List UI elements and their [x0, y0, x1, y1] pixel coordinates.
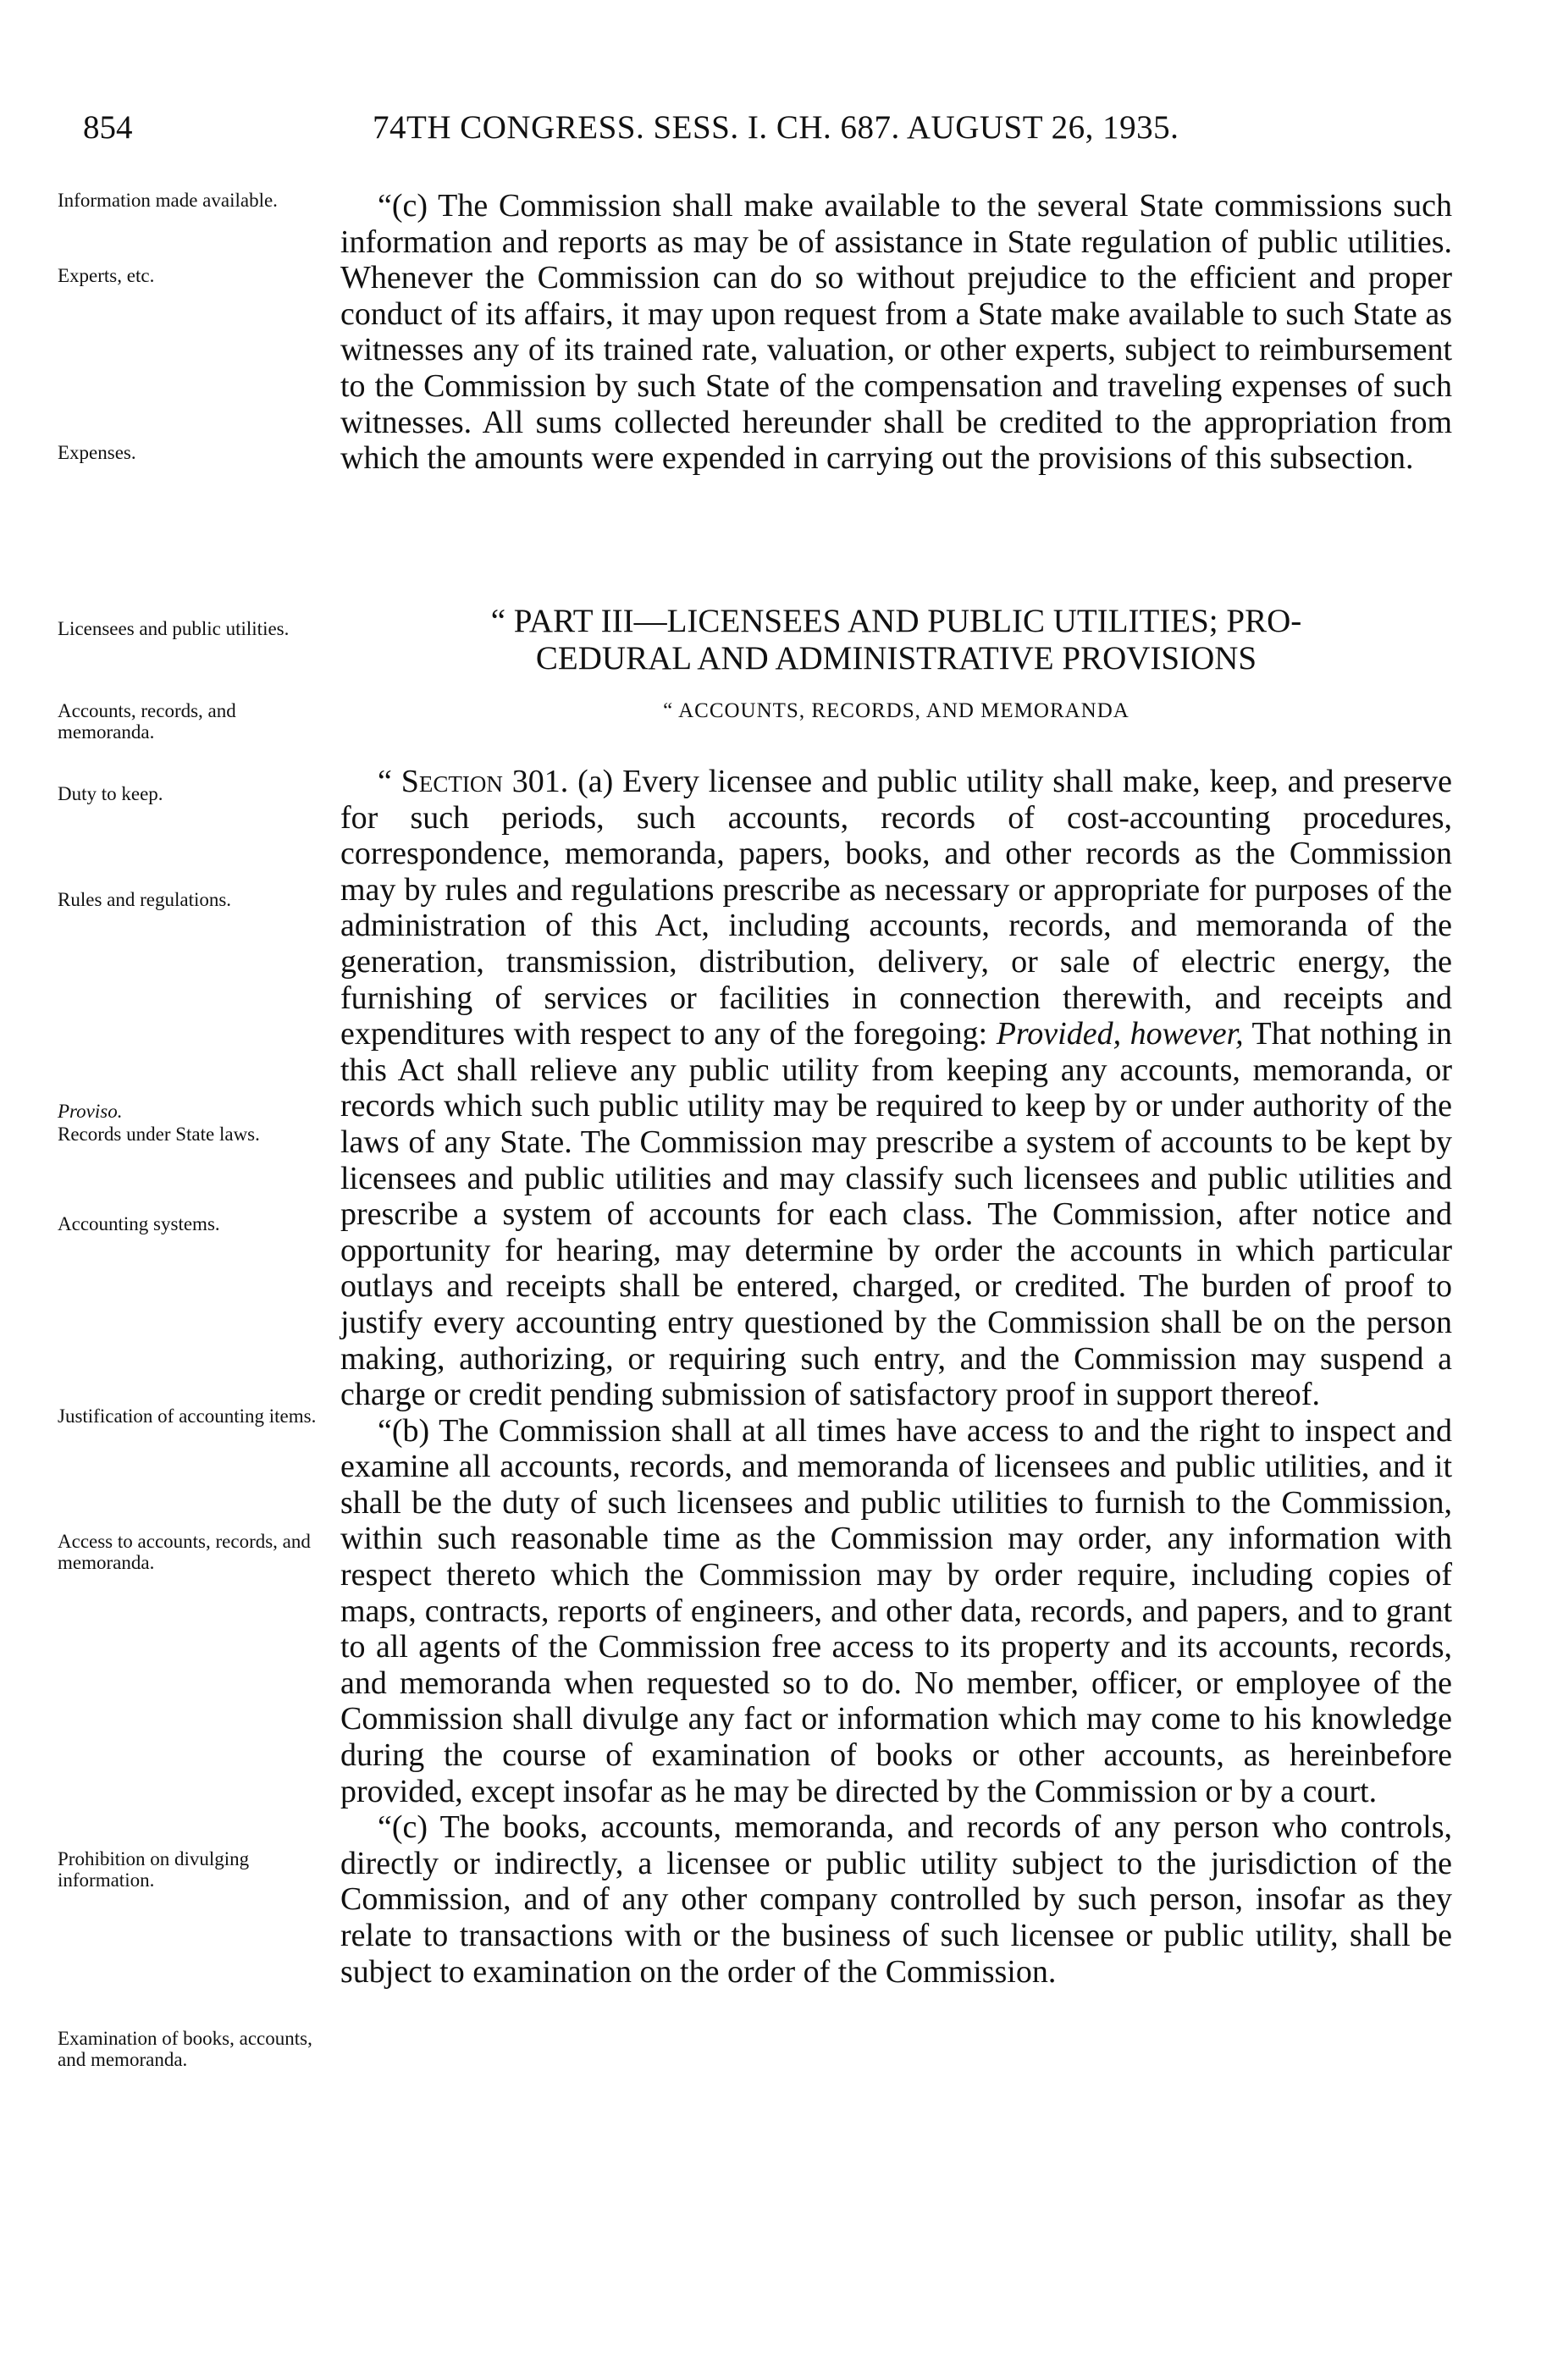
page-header	[0, 108, 1541, 151]
paragraph-c-examination: “(c) The books, accounts, memoranda, and records of any person who controls, directly or indirectly, a licensee or public utility subject to the jurisdiction of the Commission, and of any other company controlled by such person, insofar as they relate to transactions with or the business of such licensee or public utility, shall be subject to examination on the order of the Commission.	[340, 1809, 1452, 1990]
paragraph-c-information: “(c) The Commission shall make available to the several State commissions such information and reports as may be of assistance in State regulation of public utilities. Whenever the Commission can do so without prejudice to the efficient and proper conduct of its affairs, it may upon request from a State make available to such State as witnesses any of its trained rate, valuation, or other experts, subject to reimbursement to the Commission by such State of the compensation and traveling expenses of such witnesses. All sums collected hereunder shall be credited to the appropriation from which the amounts were expended in carrying out the provisions of this subsection.	[340, 188, 1452, 477]
margin-note: Experts, etc.	[58, 265, 155, 286]
running-head: 74TH CONGRESS. SESS. I. CH. 687. AUGUST 26, 1935.	[373, 109, 1179, 146]
page-number: 854	[83, 109, 133, 146]
margin-note: Examination of books, accounts, and memoranda.	[58, 2028, 312, 2070]
proviso-phrase: Provided, however,	[996, 1016, 1244, 1052]
margin-note: Records under State laws.	[58, 1124, 260, 1145]
margin-note: Access to accounts, records, and memoranda.	[58, 1531, 311, 1573]
section-label: “ Section	[378, 764, 503, 799]
margin-note: Accounts, records, and memoranda.	[58, 700, 236, 743]
section-heading: “ ACCOUNTS, RECORDS, AND MEMORANDA	[663, 699, 1130, 722]
section-301: “ Section 301. (a) Every licensee and public utility shall make, keep, and preserve for such periods, such accounts, records of cost-accounting procedures, correspondence, memoranda, papers, books, and other records as the Commission may by rules and regulations prescribe as necessary or appropriate for purposes of the administration of this Act, including accounts, records, and memoranda of the generation, transmission, distribution, delivery, or sale of electric energy, the furnishing of services or facilities in connection therewith, and receipts and expenditures with respect to any of the foregoing: Provided, however, That nothing in this Act shall relieve any public utility from keeping any accounts, memoranda, or records which such public utility may be required to keep by or under authority of the laws of any State. The Commission may prescribe a system of accounts to be kept by licensees and public utilities and may classify such licensees and public utilities and prescribe a system of accounts for each class. The Commission, after notice and opportunity for hearing, may determine by order the accounts in which particular outlays and receipts shall be entered, charged, or credited. The burden of proof to justify every accounting entry questioned by the Commission shall be on the person making, authorizing, or requiring such entry, and the Commission may suspend a charge or credit pending submission of satisfactory proof in support thereof. “(b) The Commission shall at all times have access to and the right to inspect and examine all accounts, records, and memoranda of licensees and public utilities, and it shall be the duty of such licensees and public utilities to furnish to the Commission, within such reasonable time as the Commission may order, any information with respect thereto which the Commission may by order require, including copies of maps, contracts, reports of engineers, and other data, records, and papers, and to grant to all agents of the Commission free access to its property and its accounts, records, and memoranda when requested so to do. No member, officer, or employee of the Commission shall divulge any fact or information which may come to his knowledge during the course of examination of books or other accounts, as hereinbefore provided, except insofar as he may be directed by the Commission or by a court. “(c) The books, accounts, memoranda, and records of any person who controls, directly or indirectly, a licensee or public utility subject to the jurisdiction of the Commission, and of any other company controlled by such person, insofar as they relate to transactions with or the business of such licensee or public utility, shall be subject to examination on the order of the Commission.	[340, 764, 1453, 1990]
margin-note: Information made available.	[58, 190, 278, 211]
margin-note: Prohibition on divulging information.	[58, 1848, 250, 1891]
margin-note: Expenses.	[58, 442, 136, 463]
margin-note: Justification of accounting items.	[58, 1405, 317, 1427]
margin-note: Duty to keep.	[58, 783, 163, 804]
paragraph-b: “(b) The Commission shall at all times have access to and the right to inspect and examine all accounts, records, and memoranda of licensees and public utilities, and it shall be the duty of such licensees and public utilities to furnish to the Commission, within such reasonable time as the Commission may order, any information with respect thereto which the Commission may by order require, including copies of maps, contracts, reports of engineers, and other data, records, and papers, and to grant to all agents of the Commission free access to its property and its accounts, records, and memoranda when requested so to do. No member, officer, or employee of the Commission shall divulge any fact or information which may come to his knowledge during the course of examination of books or other accounts, as hereinbefore provided, except insofar as he may be directed by the Commission or by a court.	[340, 1412, 1452, 1809]
margin-note-proviso: Proviso.	[58, 1101, 123, 1122]
margin-note: Rules and regulations.	[58, 889, 232, 910]
margin-note: Licensees and public utilities.	[58, 618, 290, 639]
margin-note: Accounting systems.	[58, 1213, 220, 1234]
part-heading: “ PART III—LICENSEES AND PUBLIC UTILITIES; PRO- CEDURAL AND ADMINISTRATIVE PROVISIONS	[490, 603, 1302, 676]
